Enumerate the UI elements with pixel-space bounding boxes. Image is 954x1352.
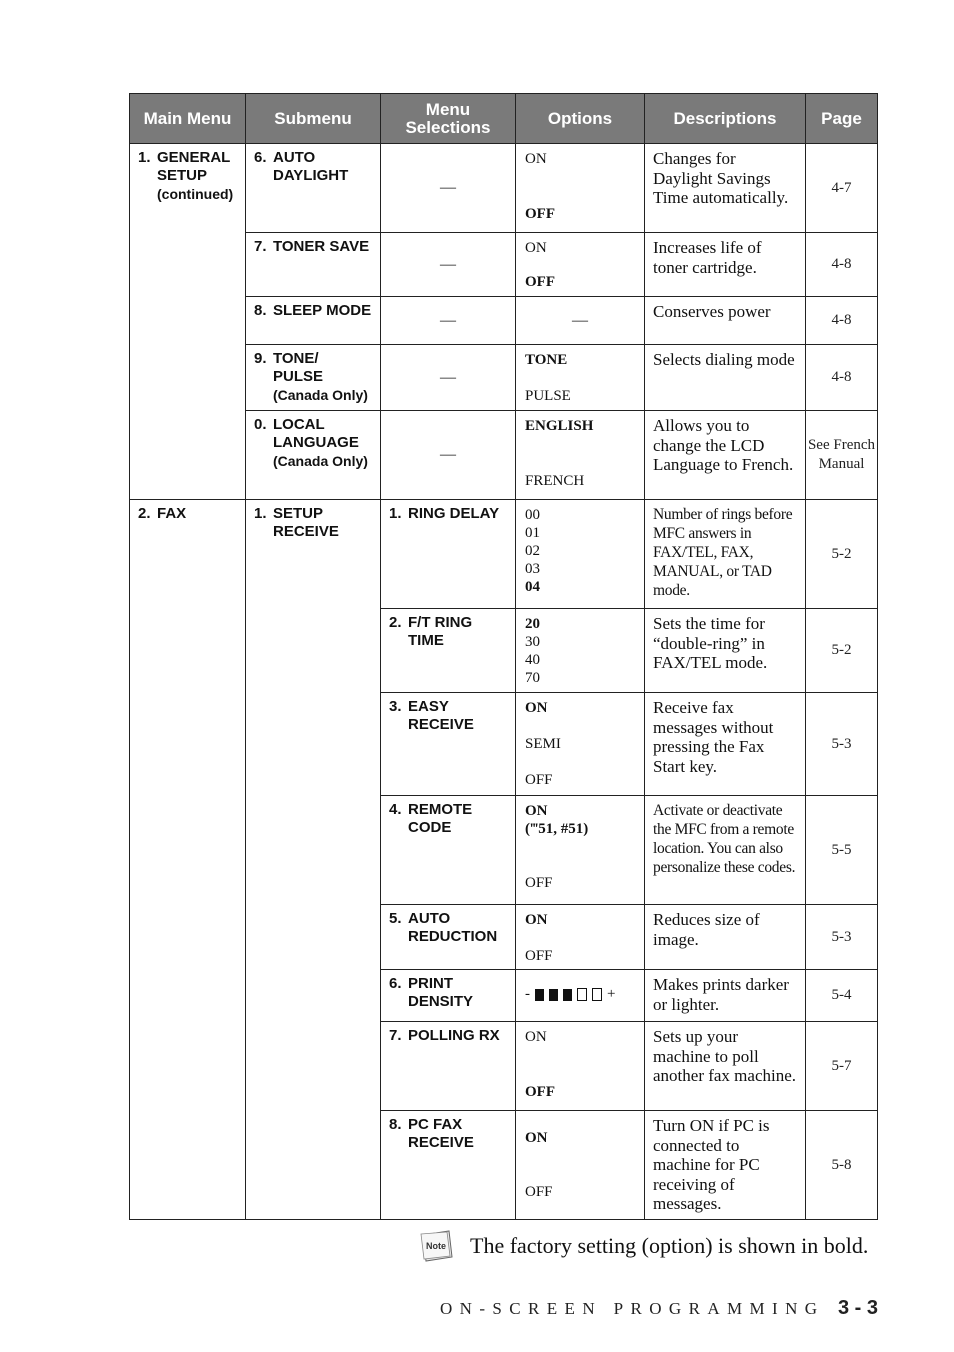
options-cell <box>516 500 645 609</box>
header-main-menu: Main Menu <box>130 94 246 144</box>
description-cell: Receive fax messages without pressing the Fax Start key. <box>645 693 806 796</box>
options-cell <box>516 970 645 1022</box>
option-value: PULSE <box>525 388 571 404</box>
selection-print-density: 6. PRINT DENSITY <box>381 970 516 1022</box>
options-cell <box>516 796 645 905</box>
option-value: 02 <box>525 543 540 559</box>
option-value-default: ON <box>525 700 548 716</box>
page-ref: 5-2 <box>806 609 878 693</box>
menu-selection-cell: — <box>381 345 516 411</box>
options-cell <box>516 693 645 796</box>
options-cell <box>516 1111 645 1220</box>
header-menu-selections: Menu Selections <box>381 94 516 144</box>
table-row <box>130 500 878 609</box>
options-cell <box>516 411 645 500</box>
description-cell: Turn ON if PC is connected to machine for PC receiving of messages. <box>645 1111 806 1220</box>
table-header-row <box>130 94 878 144</box>
page-ref: 4-8 <box>806 345 878 411</box>
options-cell <box>516 144 645 233</box>
selection-ft-ring-time: 2. F/T RING TIME <box>381 609 516 693</box>
option-value-default: OFF <box>525 274 555 290</box>
page-ref: 5-8 <box>806 1111 878 1220</box>
submenu-auto-daylight: 6. AUTO DAYLIGHT <box>246 144 381 233</box>
density-bar-dark <box>549 989 558 1001</box>
description-cell: Selects dialing mode <box>645 345 806 411</box>
option-value: OFF <box>525 875 553 891</box>
note-icon <box>420 1229 454 1263</box>
option-value-default: 20 <box>525 616 540 632</box>
page-ref: 5-3 <box>806 905 878 970</box>
page-ref: 5-4 <box>806 970 878 1022</box>
page-ref: 4-8 <box>806 233 878 297</box>
option-value: ON <box>525 1029 547 1045</box>
density-bar-dark <box>535 989 544 1001</box>
option-value: OFF <box>525 948 553 964</box>
option-value-default: 04 <box>525 579 540 595</box>
selection-pc-fax-receive: 8. PC FAX RECEIVE <box>381 1111 516 1220</box>
submenu-setup-receive: 1. SETUP RECEIVE <box>246 500 381 1220</box>
description-cell: Allows you to change the LCD Language to French. <box>645 411 806 500</box>
density-bar-light <box>592 988 602 1001</box>
page-ref: 4-7 <box>806 144 878 233</box>
density-minus: - <box>525 986 530 1002</box>
density-scale <box>525 986 636 1003</box>
description-cell: Makes prints darker or lighter. <box>645 970 806 1022</box>
description-cell: Sets the time for “double-ring” in FAX/TEL mode. <box>645 609 806 693</box>
option-value-default: ON <box>525 803 548 819</box>
note-text: The factory setting (option) is shown in bold. <box>470 1233 869 1258</box>
description-cell: Increases life of toner cartridge. <box>645 233 806 297</box>
header-options: Options <box>516 94 645 144</box>
note-icon-label: Note <box>426 1241 446 1251</box>
header-submenu: Submenu <box>246 94 381 144</box>
options-cell <box>516 345 645 411</box>
options-cell <box>516 905 645 970</box>
option-value: ON <box>525 240 547 256</box>
table-row <box>130 144 878 233</box>
option-value-default: ON <box>525 912 548 928</box>
description-cell: Sets up your machine to poll another fax machine. <box>645 1022 806 1111</box>
page-ref: 4-8 <box>806 297 878 345</box>
options-cell <box>516 1022 645 1111</box>
menu-selection-cell: — <box>381 233 516 297</box>
option-value: 70 <box>525 670 540 686</box>
option-value: OFF <box>525 1184 553 1200</box>
description-cell: Conserves power <box>645 297 806 345</box>
options-cell <box>516 233 645 297</box>
page-ref: 5-3 <box>806 693 878 796</box>
menu-selection-cell: — <box>381 297 516 345</box>
selection-auto-reduction: 5. AUTO REDUCTION <box>381 905 516 970</box>
menu-table <box>129 93 878 1220</box>
submenu-local-language: 0. LOCAL LANGUAGE (Canada Only) <box>246 411 381 500</box>
option-value-default: OFF <box>525 1084 555 1100</box>
density-plus: + <box>607 986 616 1002</box>
footer-page-number: 3 - 3 <box>838 1297 879 1319</box>
option-value: SEMI <box>525 736 561 752</box>
main-menu-fax: 2. FAX <box>130 500 246 1220</box>
header-descriptions: Descriptions <box>645 94 806 144</box>
description-cell: Changes for Daylight Savings Time automatically. <box>645 144 806 233</box>
option-value: FRENCH <box>525 473 585 489</box>
page-ref: 5-7 <box>806 1022 878 1111</box>
density-bar-dark <box>563 989 572 1001</box>
option-value-default: TONE <box>525 352 568 368</box>
page-ref: 5-2 <box>806 500 878 609</box>
option-value-default: ENGLISH <box>525 418 594 434</box>
footer-section-title: ON-SCREEN PROGRAMMING <box>440 1299 825 1318</box>
submenu-tone-pulse: 9. TONE/ PULSE (Canada Only) <box>246 345 381 411</box>
header-page: Page <box>806 94 878 144</box>
options-cell: — <box>516 297 645 345</box>
option-value: 03 <box>525 561 540 577</box>
option-value: 40 <box>525 652 540 668</box>
description-cell: Number of rings before MFC answers in FAX/TEL, FAX, MANUAL, or TAD mode. <box>645 500 806 609</box>
option-value-default: ON <box>525 1130 548 1146</box>
submenu-toner-save: 7. TONER SAVE <box>246 233 381 297</box>
density-bar-light <box>577 988 587 1001</box>
page-ref: 5-5 <box>806 796 878 905</box>
option-value-default: OFF <box>525 206 555 222</box>
menu-selection-cell: — <box>381 144 516 233</box>
option-value: 00 <box>525 507 540 523</box>
main-menu-general-setup: 1. GENERAL SETUP (continued) <box>130 144 246 500</box>
note-callout <box>420 1226 868 1266</box>
description-cell: Reduces size of image. <box>645 905 806 970</box>
selection-remote-code: 4. REMOTE CODE <box>381 796 516 905</box>
option-value: 30 <box>525 634 540 650</box>
option-value: 01 <box>525 525 540 541</box>
option-value: OFF <box>525 772 553 788</box>
selection-polling-rx: 7. POLLING RX <box>381 1022 516 1111</box>
submenu-sleep-mode: 8. SLEEP MODE <box>246 297 381 345</box>
option-value: ON <box>525 151 547 167</box>
menu-selection-cell: — <box>381 411 516 500</box>
page-ref: See French Manual <box>806 411 878 500</box>
selection-ring-delay: 1. RING DELAY <box>381 500 516 609</box>
options-cell <box>516 609 645 693</box>
description-cell: Activate or deactivate the MFC from a remote location. You can also personalize these codes. <box>645 796 806 905</box>
selection-easy-receive: 3. EASY RECEIVE <box>381 693 516 796</box>
option-value-default: (‴51, #51) <box>525 821 589 837</box>
